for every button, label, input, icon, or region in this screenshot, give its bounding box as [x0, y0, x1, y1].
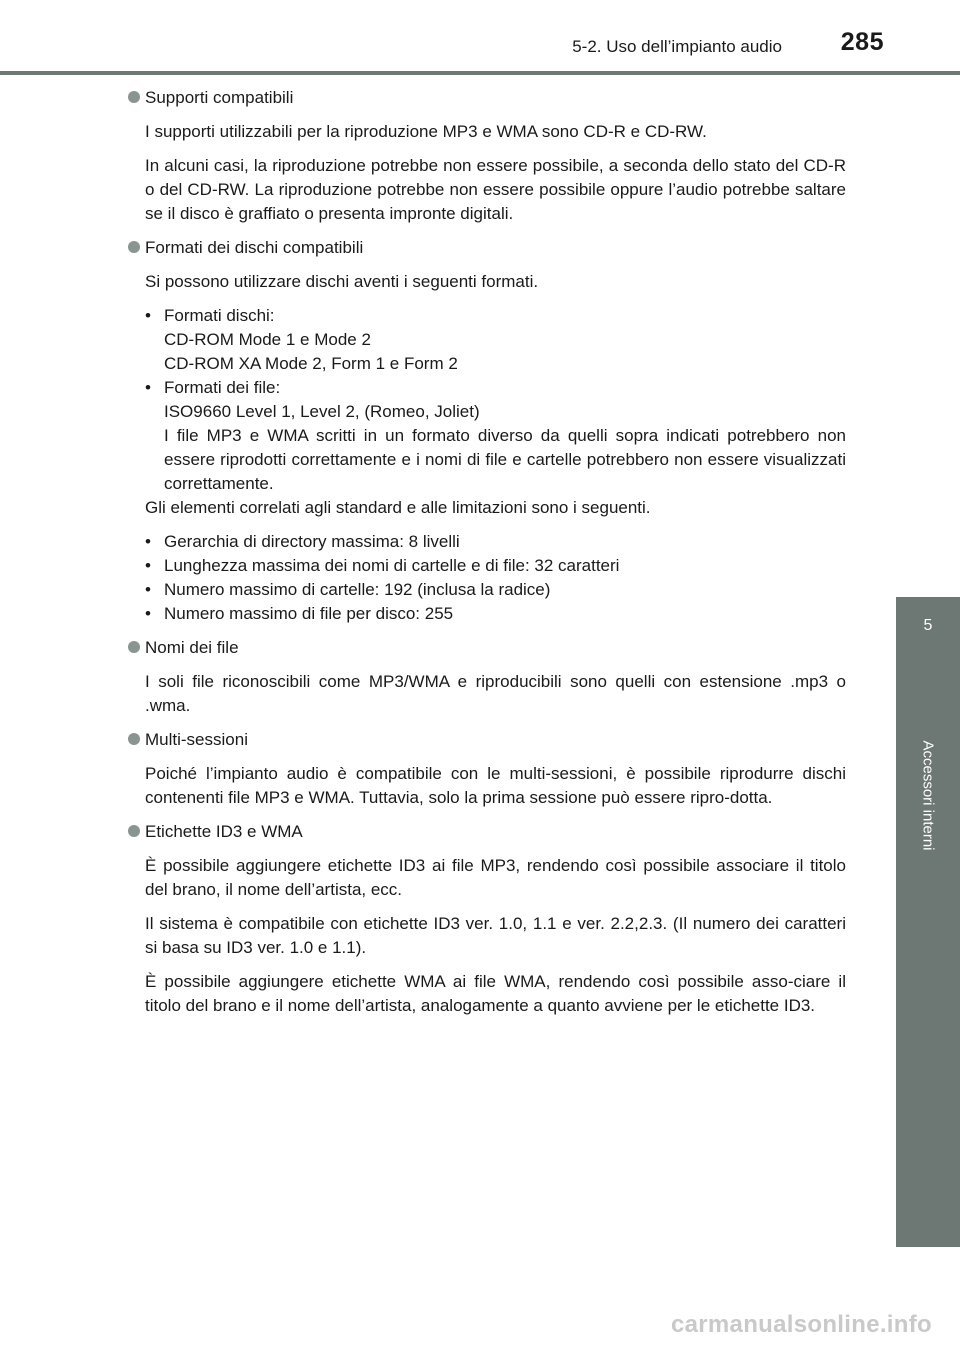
list-item-detail: CD-ROM Mode 1 e Mode 2	[164, 330, 371, 349]
bullet-icon: •	[145, 378, 151, 397]
watermark: carmanualsonline.info	[670, 1311, 932, 1338]
chapter-label: Accessori interni	[919, 740, 937, 851]
page-content	[128, 86, 846, 1028]
list-item-detail: ISO9660 Level 1, Level 2, (Romeo, Joliet)	[164, 402, 480, 421]
section-heading-multisessioni	[128, 728, 846, 752]
list-item	[145, 376, 846, 496]
bullet-dot-icon	[128, 91, 140, 103]
list-item-label: Formati dischi:	[164, 306, 275, 325]
list-item-detail: CD-ROM XA Mode 2, Form 1 e Form 2	[164, 354, 458, 373]
section-heading-text: Nomi dei file	[145, 638, 239, 657]
list-item	[145, 602, 846, 626]
bullet-icon: •	[145, 532, 151, 551]
limits-list	[145, 530, 846, 626]
bullet-icon: •	[145, 306, 151, 325]
list-item-text: Numero massimo di file per disco: 255	[164, 604, 454, 623]
list-item	[145, 304, 846, 376]
chapter-number: 5	[923, 617, 933, 634]
chapter-side-tab	[896, 597, 960, 1247]
section-heading-text: Multi-sessioni	[145, 730, 248, 749]
bullet-icon: •	[145, 556, 151, 575]
list-item-detail: I file MP3 e WMA scritti in un formato diverso da quelli sopra indicati potrebbero non essere riprodotti correttamente e i nomi di file e cartelle potrebbero non essere visualizzati correttamente.	[164, 426, 846, 493]
page-number: 285	[840, 28, 884, 56]
bullet-dot-icon	[128, 733, 140, 745]
section-heading-formati	[128, 236, 846, 260]
header-divider	[0, 71, 960, 75]
format-list	[145, 304, 846, 496]
bullet-dot-icon	[128, 641, 140, 653]
section-heading-etichette	[128, 820, 846, 844]
section-heading-text: Etichette ID3 e WMA	[145, 822, 303, 841]
paragraph: È possibile aggiungere etichette ID3 ai file MP3, rendendo così possibile associare il titolo del brano, il nome dell’artista, ecc.	[145, 856, 846, 899]
paragraph: In alcuni casi, la riproduzione potrebbe non essere possibile, a seconda dello stato del CD-R o del CD-RW. La riproduzione potrebbe non essere possibile oppure l’audio potrebbe saltare se il disco è graffiato o presenta impronte digitali.	[145, 156, 846, 223]
bullet-dot-icon	[128, 825, 140, 837]
bullet-dot-icon	[128, 241, 140, 253]
list-item	[145, 554, 846, 578]
page-header	[0, 0, 960, 80]
list-item	[145, 530, 846, 554]
paragraph: I soli file riconoscibili come MP3/WMA e riproducibili sono quelli con estensione .mp3 o .wma.	[145, 672, 846, 715]
paragraph: I supporti utilizzabili per la riproduzione MP3 e WMA sono CD-R e CD-RW.	[145, 122, 707, 141]
paragraph: Poiché l’impianto audio è compatibile con le multi-sessioni, è possibile riprodurre dischi contenenti file MP3 e WMA. Tuttavia, solo la prima sessione può essere ripro-dotta.	[145, 764, 846, 807]
section-title: 5-2. Uso dell’impianto audio	[572, 37, 782, 56]
section-heading-nomi	[128, 636, 846, 660]
section-heading-text: Formati dei dischi compatibili	[145, 238, 364, 257]
section-heading-supporti	[128, 86, 846, 110]
list-item-text: Lunghezza massima dei nomi di cartelle e di file: 32 caratteri	[164, 556, 620, 575]
paragraph: Il sistema è compatibile con etichette ID3 ver. 1.0, 1.1 e ver. 2.2,2.3. (Il numero dei caratteri si basa su ID3 ver. 1.0 e 1.1).	[145, 914, 846, 957]
paragraph: Gli elementi correlati agli standard e alle limitazioni sono i seguenti.	[145, 498, 651, 517]
section-heading-text: Supporti compatibili	[145, 88, 294, 107]
list-item-text: Numero massimo di cartelle: 192 (inclusa la radice)	[164, 580, 551, 599]
paragraph: È possibile aggiungere etichette WMA ai file WMA, rendendo così possibile asso-ciare il titolo del brano e il nome dell’artista, analogamente a quanto avviene per le etichette ID3.	[145, 972, 846, 1015]
list-item	[145, 578, 846, 602]
bullet-icon: •	[145, 604, 151, 623]
list-item-text: Gerarchia di directory massima: 8 livelli	[164, 532, 460, 551]
bullet-icon: •	[145, 580, 151, 599]
paragraph: Si possono utilizzare dischi aventi i seguenti formati.	[145, 272, 539, 291]
list-item-label: Formati dei file:	[164, 378, 281, 397]
